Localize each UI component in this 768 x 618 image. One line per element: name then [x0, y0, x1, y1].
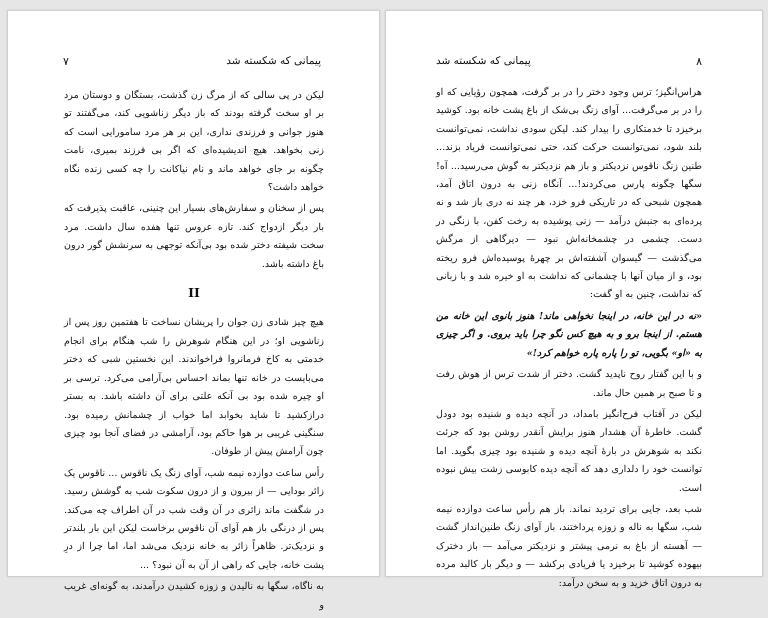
ghost-quote: «نه در این خانه، در اینجا نخواهی ماند! هنوز بانوی این خانه من هستم. از اینجا برو و به هیچ کس نگو چرا باید بروی. و اگر چیزی به «او» بگویی، تو را پاره پاره خواهم کرد!» [436, 310, 702, 359]
right-header-title: پیمانی که شکسته شد [436, 55, 531, 67]
paragraph: شب بعد، جایی برای تردید نماند. باز هم رأس ساعت دوازده نیمه شب، سگها به ناله و زوزه پرداختند، باز آوای زنگ طنین‌انداز گشت — آهسته از باغ به نرمی پیشتر و نزدیکتر می‌آمد — باز دخترک بیهوده کوشید تا برخیزد یا فریادی برکشد — و دیگر بار کالبد مرده به درون اتاق خزید و به سخن درآمد: [436, 503, 702, 589]
right-page-number: ۸ [696, 55, 702, 68]
section-number: II [188, 285, 200, 301]
paragraph: رأس ساعت دوازده نیمه شب، آوای زنگ یک ناقوس ... ناقوس یک زائر بودایی — از بیرون و از درون سکوت شب به گوشش رسید. در شگفت ماند زائری در آن وقت شب در آن اطراف چه می‌کند. پس از درنگی باز هم آوای آن ناقوس برخاست لیکن این بار بلندتر و نزدیک‌تر. ظاهراً زائر به خانه نزدیک می‌شد اما، اما چرا از درِ پشت خانه، جایی که راهی از آن به آن نبود؟ ... [64, 467, 324, 571]
right-page [385, 10, 763, 589]
left-page-body [64, 87, 324, 618]
left-page-number: ۷ [63, 55, 69, 68]
paragraph: لیکن در پی سالی که از مرگ زن گذشت، بستگان و دوستان مرد بر او سخت گرفته بودند که باز دیگر زناشویی کند، می‌گفتند تو هنوز جوانی و فرزندی نداری، این بر هر مرد سامورایی است که زنی بخواهد. هیچ اندیشیده‌ای که اگر بی فرزند بمیری، نامت چگونه بر جای خواهد ماند و نام نیاکانت را چه کسی زنده نگاه خواهد داشت؟ [64, 90, 324, 194]
right-page-header [436, 55, 702, 71]
left-header-title: پیمانی که شکسته شد [226, 55, 321, 67]
paragraph: به ناگاه، سگها به نالیدن و زوزه کشیدن درآمدند، به گونه‌ای غریب و [64, 581, 324, 611]
paragraph: لیکن در آفتاب فرح‌انگیز بامداد، در آنچه دیده و شنیده بود دودل گشت. خاطرهٔ آن هشدار هنوز برایش آنقدر روشن بود که جرئت نکند به شوهرش در بارهٔ آنچه دیده و شنیده بود چیزی بگوید. اما توانست خود را دلداری دهد که آنچه دیده کابوسی زشت بیش نبوده است. [436, 408, 702, 494]
right-page-body [436, 84, 702, 596]
paragraph: هیچ چیز شادی زن جوان را پریشان نساخت تا هفتمین روز پس از زناشویی او؛ در این هنگام شوهرش را شب هنگام برای انجام خدمتی به کاخ فرمانروا فراخواندند. این نخستین شبی که دختر می‌بایست در خانه تنها بماند احساس بی‌آرامی می‌کرد. ترسی بر او چیره شده بود بی آنکه علتی برای آن داشته باشد. به بستر درازکشید تا شاید بخوابد اما خواب از چشمانش رمیده بود. سنگینی غریبی بر هوا حاکم بود، آرامشی در فضای آنجا بود چیزی چون آرامش پیش از طوفان. [64, 317, 324, 458]
paragraph: هراس‌انگیز؛ ترس وجود دختر را در بر گرفت، همچون رؤیایی که او را در بر می‌گرفت... آوای زنگ بی‌شک از باغ پشت خانه بود. کوشید برخیزد تا خدمتکاری را بیدار کند. لیکن سودی نداشت، نمی‌توانست بلند شود، نمی‌توانست حرکت کند، حتی نمی‌توانست فریاد بزند... طنین زنگ ناقوس نزدیکتر و باز هم نزدیکتر به گوش می‌رسید... آه! سگها چگونه پارس می‌کردند!... آنگاه زنی به درون اتاق آمد، همچون شبحی که در تاریکی فرو خزد، هر چند نه دری باز شد و نه پرده‌ای به جنبش درآمد — زنی پوشیده به رخت کفن، با زنگی در دست. چشمی در چشمخانه‌اش نبود — دیرگاهی از مرگش می‌گذشت — گیسوان آشفته‌اش بر چهرهٔ پوسیده‌اش فرو ریخته بود، و از میان آنها با چشمانی که نداشت به او خیره شد و با زبانی که نداشت، چنین به او گفت: [436, 87, 702, 301]
paragraph: و با این گفتار روح ناپدید گشت. دختر از شدت ترس از هوش رفت و تا صبح بر همین حال ماند. [436, 369, 702, 399]
paragraph: پس از سخنان و سفارش‌های بسیار این چنینی، عاقبت پذیرفت که بار دیگر ازدواج کند. تازه عروس تنها هفده سال داشت. مرد سخت شیفته دختر شده بود بی‌آنکه توجهی به سرنشش گور درون باغ داشته باشد. [64, 203, 324, 270]
left-page [7, 10, 380, 611]
left-page-header [63, 55, 321, 71]
